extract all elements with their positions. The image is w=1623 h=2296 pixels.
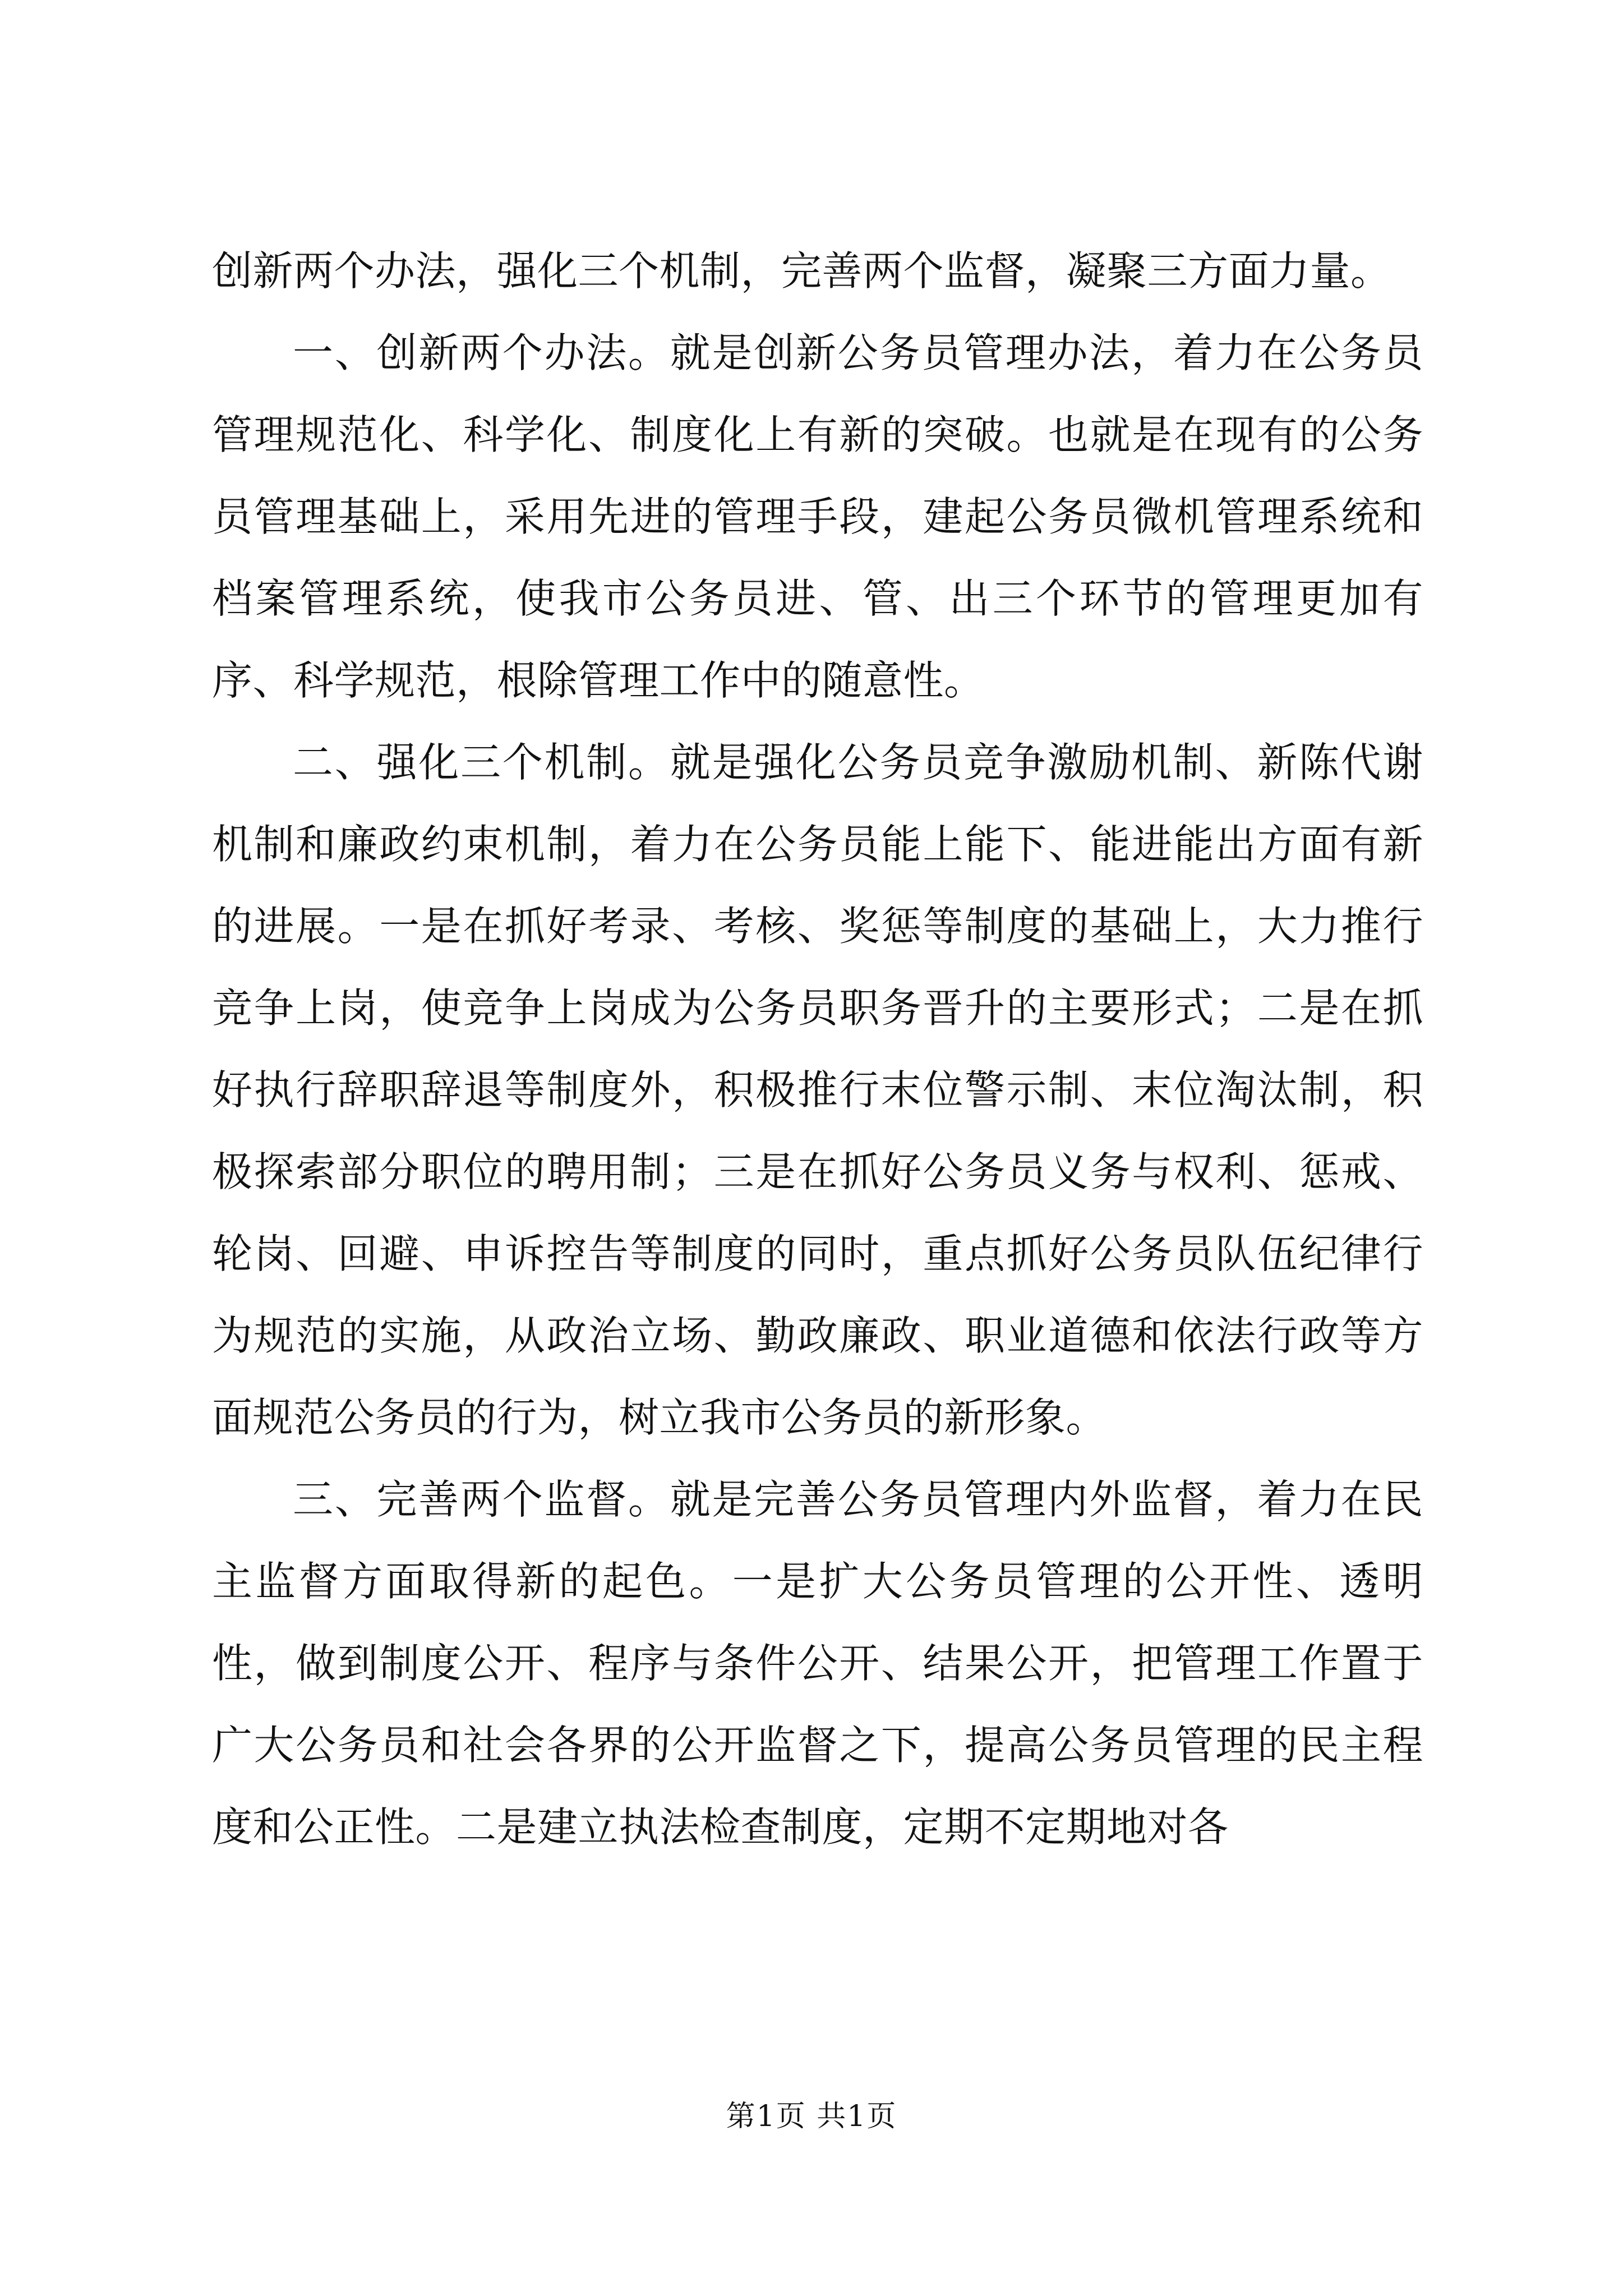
document-body [212,230,1423,1868]
page-footer: 第1页 共1页 [726,2100,897,2133]
paragraph-section-2: 二、强化三个机制。就是强化公务员竞争激励机制、新陈代谢机制和廉政约束机制，着力在公务员能上能下、能进能出方面有新的进展。一是在抓好考录、考核、奖惩等制度的基础上，大力推行竞争上岗，使竞争上岗成为公务员职务晋升的主要形式；二是在抓好执行辞职辞退等制度外，积极推行末位警示制、末位淘汰制，积极探索部分职位的聘用制；三是在抓好公务员义务与权利、惩戒、轮岗、回避、申诉控告等制度的同时，重点抓好公务员队伍纪律行为规范的实施，从政治立场、勤政廉政、职业道德和依法行政等方面规范公务员的行为，树立我市公务员的新形象。 [212,739,1423,1441]
paragraph-section-1: 一、创新两个办法。就是创新公务员管理办法，着力在公务员管理规范化、科学化、制度化上有新的突破。也就是在现有的公务员管理基础上，采用先进的管理手段，建起公务员微机管理系统和档案管理系统，使我市公务员进、管、出三个环节的管理更加有序、科学规范，根除管理工作中的随意性。 [212,329,1423,704]
paragraph-section-3: 三、完善两个监督。就是完善公务员管理内外监督，着力在民主监督方面取得新的起色。一是扩大公务员管理的公开性、透明性，做到制度公开、程序与条件公开、结果公开，把管理工作置于广大公务员和社会各界的公开监督之下，提高公务员管理的民主程度和公正性。二是建立执法检查制度，定期不定期地对各 [212,1476,1423,1851]
paragraph-intro: 创新两个办法，强化三个机制，完善两个监督，凝聚三方面力量。 [212,247,1391,295]
